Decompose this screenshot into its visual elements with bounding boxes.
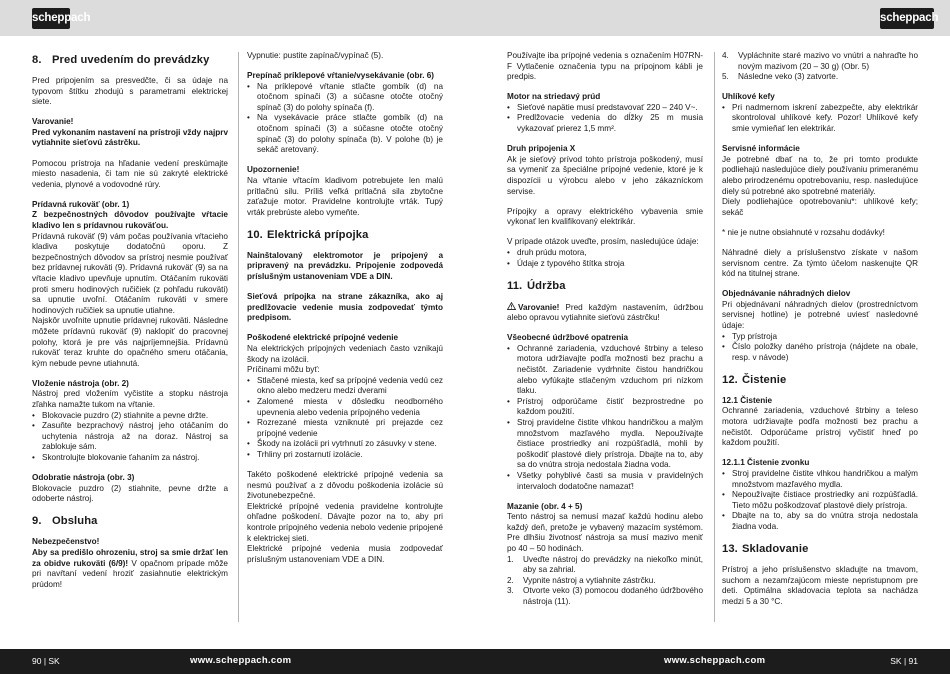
column-divider-right <box>714 52 715 622</box>
list-item: • Predlžovacie vedenia do dĺžky 25 m musia vykazovať prierez 1,5 mm². <box>507 113 703 134</box>
subheading: Motor na striedavý prúd <box>507 92 601 102</box>
list-item: • druh prúdu motora, <box>507 248 703 259</box>
bullet-list <box>507 344 703 492</box>
bullet-list <box>722 103 918 135</box>
subheading: Servisné informácie <box>722 144 800 154</box>
paragraph: Na vŕtanie vŕtacím kladivom potrebujete len malú prítlačnú silu. Príliš veľká prítlačná sila zbytočne zaťažuje motor. Pravidelne kontrolujte vrták. Tupý vrták prebrúste alebo vymeňte. <box>247 175 443 217</box>
section-8-heading: 8. Pred uvedením do prevádzky <box>32 54 210 66</box>
list-item: • Na príklepové vŕtanie stlačte gombík (d) na otočnom spínači (3) a súčasne otočte otočný spínač (3) do polohy spínača (f). <box>247 82 443 114</box>
page-number-left: 90 | SK <box>32 656 60 666</box>
paragraph: Elektrické prípojné vedenia pravidelne kontrolujte ohľadne poškodení. Dávajte pozor na to, aby pri kontrole prípojného vedenia nebolo vedenie pripojené k elektrickej sieti. <box>247 501 443 543</box>
subheading: 12.1 Čistenie <box>722 395 773 405</box>
subheading: Prepínač príklepové vŕtanie/vysekávanie (obr. 6) <box>247 71 435 81</box>
column-3 <box>507 51 703 617</box>
paragraph: Je potrebné dbať na to, že pri tomto produkte podliehajú nasledujúce diely používaniu primeranému alebo prirodzenému opotrebovaniu, resp. nasledujúce diely sú potrebné ako spotrebné materiály. <box>722 154 918 196</box>
paragraph: Blokovacie puzdro (2) stiahnite, pevne držte a odoberte nástroj. <box>32 483 228 504</box>
bullet-list <box>32 411 228 464</box>
subheading: Mazanie (obr. 4 + 5) <box>507 501 583 511</box>
header-bar <box>0 0 950 36</box>
bullet-list <box>247 376 443 461</box>
list-item: • Blokovacie puzdro (2) stiahnite a pevne držte. <box>32 411 228 422</box>
bullet-list <box>507 103 703 135</box>
list-item: 2. Vypnite nástroj a vytiahnite zástrčku. <box>507 575 656 585</box>
paragraph: Prípojky a opravy elektrického vybavenia smie vykonať len kvalifikovaný elektrikár. <box>507 206 703 227</box>
paragraph: Pred pripojením sa presvedčte, či sa údaje na typovom štítku zhodujú s parametrami elektrickej siete. <box>32 76 228 107</box>
list-item: • Prístroj odporúčame čistiť bezprostredne po každom použití. <box>507 397 703 418</box>
subheading: 12.1.1 Čistenie zvonku <box>722 458 810 468</box>
list-item: • Typ prístroja <box>722 332 918 343</box>
bullet-list <box>722 332 918 364</box>
list-item: 3. Otvorte veko (3) pomocou dodaného údržbového nástroja (11). <box>507 586 703 607</box>
website-link-left[interactable]: www.scheppach.com <box>190 655 292 666</box>
list-item: • Údaje z typového štítka stroja <box>507 259 703 270</box>
subheading: Všeobecné údržbové opatrenia <box>507 333 629 343</box>
list-item: • Zasuňte bezprachový nástroj jeho otáčaním do uchytenia nástroja až na doraz. Nástroj sa zablokuje sám. <box>32 421 228 453</box>
paragraph: Ochranné zariadenia, vzduchové štrbiny a teleso motora udržiavajte podľa možnosti bez prachu a nečistôt. Odporúčame prístroj vyčistiť hneď po každom použití. <box>722 406 918 448</box>
list-item: • Sieťové napätie musí predstavovať 220 – 240 V~. <box>507 103 703 114</box>
footer-bar <box>0 649 950 674</box>
list-item: • Ochranné zariadenia, vzduchové štrbiny a teleso motora udržiavajte podľa možnosti bez prachu a nečistôt. Zariadenie vydrhnite čistou handričkou alebo vyfúkajte stlačeným vzduchom pri nízkom tlaku. <box>507 344 703 397</box>
paragraph: Prístroj a jeho príslušenstvo skladujte na tmavom, suchom a nezamŕzajúcom mieste nepristupnom pre deti. Optimálna skladovacia teplota sa nachádza medzi 5 a 30 °C. <box>722 564 918 606</box>
numbered-list <box>507 555 703 608</box>
brand-logo-right: scheppach <box>880 8 934 29</box>
paragraph: Sieťová prípojka na strane zákazníka, ako aj predlžovacie vedenie musia zodpovedať týmto predpisom. <box>247 292 443 323</box>
list-item: • Pri nadmernom iskrení zabezpečte, aby elektrikár skontroloval uhlíkové kefy. Pozor! Uhlíkové kefy smie vymieňať len elektrikár. <box>722 103 918 135</box>
section-12-heading: 12. Čistenie <box>722 373 787 386</box>
bullet-list <box>247 82 443 156</box>
paragraph: Náhradné diely a príslušenstvo získate v našom servisnom centre. Za týmto účelom naskenujte QR kód na titulnej strane. <box>722 247 918 279</box>
list-item: • Rozrezané miesta vzniknuté pri prejazde cez prípojné vedenie <box>247 418 443 439</box>
paragraph: Nástroj pred vložením vyčistite a stopku nástroja zľahka namažte tukom na vŕtanie. <box>32 389 228 410</box>
column-1 <box>32 51 228 600</box>
section-11-heading: 11. Údržba <box>507 279 566 292</box>
warning-block: Varovanie! Pred každým nastavením, údržbou alebo opravou vytiahnite sieťovú zástrčku! <box>507 302 704 323</box>
brand-logo-left: scheppach <box>32 8 70 29</box>
paragraph: Elektrické prípojné vedenia musia zodpovedať príslušným ustanoveniam VDE a DIN. <box>247 544 443 564</box>
subheading: Objednávanie náhradných dielov <box>722 289 851 299</box>
paragraph: Diely podliehajúce opotrebovaniu*: uhlíkové kefy; sekáč <box>722 197 918 217</box>
column-divider-left <box>238 52 239 622</box>
subheading: Poškodené elektrické prípojné vedenie <box>247 333 399 343</box>
paragraph: Príčinami môžu byť: <box>247 365 320 375</box>
subheading: Druh pripojenia X <box>507 144 576 154</box>
handle-block: Prídavná rukoväť (obr. 1) Z bezpečnostných dôvodov používajte vŕtacie kladivo len s prídavnou rukoväťou. Prídavná rukoväť (9) vám počas používania vŕtacieho kladiva poskytuje dodatočnú oporu. Z bezpečnostných dôvodov sa prístroj nesmie používať bez prídavnej rukoväti (9). Prídavná rukoväť (9) sa na vŕtacie kladivo upevňuje upnutím. Otáčaním rukoväti proti smeru hodinových ručičiek (z pohľadu rukoväti) sa upnutie uvoľní. Otáčaním rukoväti v smere hodinových ručičiek sa upnutie utiahne. Najskôr uvoľnite upnutie prídavnej rukoväti. Následne môžete prídavnú rukoväť (9) naklopiť do pracovnej polohy, ktorá je pre vás najpríjemnejšia. Prídavnú rukoväť teraz kruhte do opačného smeru otáčania, kým nebude pevne utiahnutá. <box>32 199 228 368</box>
list-item: • Zalomené miesta v dôsledku neodborného upevnenia alebo vedenia prípojného vedenia <box>247 397 443 418</box>
list-item: • Všetky pohyblivé časti sa musia v pravidelných intervaloch dodatočne namazať! <box>507 471 703 492</box>
subheading: Prídavná rukoväť (obr. 1) <box>32 199 130 209</box>
paragraph: Ak je sieťový prívod tohto prístroja poškodený, musí sa vymeniť za špeciálne prípojné vedenie, ktoré je k dispozícii u výrobcu alebo v jeho zákazníckom servise. <box>507 154 703 196</box>
paragraph: Takéto poškodené elektrické prípojné vedenia sa nesmú používať a z dôvodu poškodenia izolácie sú životunebezpečné. <box>247 470 443 501</box>
subheading: Uhlíkové kefy <box>722 92 775 102</box>
paragraph: Pri objednávaní náhradných dielov (prostredníctvom servisnej hotline) je potrebné uviesť nasledovné údaje: <box>722 299 918 330</box>
paragraph: Nainštalovaný elektromotor je pripojený a pripravený na prevádzku. Prípojenie zodpovedá príslušným ustanoveniam VDE a DIN. <box>247 250 443 281</box>
section-9-heading: 9. Obsluha <box>32 515 98 528</box>
paragraph: Vypnutie: pustite zapínač/vypínač (5). <box>247 51 384 60</box>
paragraph: Pomocou prístroja na hľadanie vedení preskúmajte miesto nasadenia, či tam nie sú zakryté elektrické vedenia, plynové a vodovodné rúry. <box>32 158 228 189</box>
list-item: • Číslo položky daného prístroja (nájdete na obale, resp. v návode) <box>722 342 918 363</box>
footnote: * nie je nutne obsiahnuté v rozsahu dodávky! <box>722 227 885 237</box>
subheading: Odobratie nástroja (obr. 3) <box>32 473 135 483</box>
subheading: Vloženie nástroja (obr. 2) <box>32 378 129 388</box>
subheading: Upozornenie! <box>247 165 300 175</box>
paragraph: Na elektrických prípojných vedeniach často vznikajú škody na izolácii. <box>247 343 443 364</box>
warning-block: Varovanie! Pred vykonaním nastavení na prístroji vždy najprv vytiahnite sieťovú zástrčku. <box>32 117 228 148</box>
bullet-list <box>507 248 703 269</box>
list-item: 1. Uveďte nástroj do prevádzky na niekoľko minút, aby sa zahrial. <box>507 554 703 575</box>
bullet-list <box>722 469 918 533</box>
list-item: 4. Vypláchnite staré mazivo vo vnútri a nahraďte ho novým mazivom (20 – 30 g) (Obr. 5) <box>722 51 918 71</box>
list-item: • Nepoužívajte čistiace prostriedky ani rozpúšťadlá. Tieto môžu poškodzovať plastové diely prístroja. <box>722 490 918 511</box>
paragraph: Tento nástroj sa nemusí mazať každú hodinu alebo každý deň, pretože je vybavený mazacím systémom. Pre dlhšiu životnosť nástroja sa musí mazivo meniť po 40 – 50 hodinách. <box>507 512 703 554</box>
page-number-right: SK | 91 <box>890 656 918 666</box>
section-10-heading: 10. Elektrická prípojka <box>247 228 369 241</box>
list-item: • Na vysekávacie práce stlačte gombík (d) na otočnom spínači (3) a súčasne otočte otočný spínač (3) do polohy spínača (b). V polohe (b) je sekáč aretovaný. <box>247 113 443 155</box>
column-4 <box>722 51 918 617</box>
list-item: • Škody na izolácii pri vytrhnutí zo zásuvky v stene. <box>247 439 443 450</box>
list-item: • Skontrolujte blokovanie ťahaním za nástroj. <box>32 453 228 464</box>
list-item: • Dbajte na to, aby sa do vnútra stroja nedostala žiadna voda. <box>722 511 918 532</box>
paragraph: V prípade otázok uveďte, prosím, nasledujúce údaje: <box>507 237 699 247</box>
list-item: • Trhliny pri zostarnutí izolácie. <box>247 450 443 461</box>
section-13-heading: 13. Skladovanie <box>722 542 809 555</box>
list-item: • Stroj pravidelne čistite vlhkou handričkou a malým množstvom mazľavého mydla. <box>722 469 918 490</box>
paragraph: Používajte iba prípojné vedenia s označením H07RN-F Vytlačenie označenia typu na prípojnom kábli je predpis. <box>507 51 703 82</box>
danger-block: Nebezpečenstvo! Aby sa predišlo ohrozeniu, stroj sa smie držať len za obidve rukoväti (6/9)! V opačnom prípade môže pri navŕtaní vedení hroziť zasiahnutie elektrickým prúdom! <box>32 537 228 589</box>
column-2 <box>247 51 443 565</box>
list-item: 5. Následne veko (3) zatvorte. <box>722 72 839 82</box>
warning-triangle-icon <box>507 302 516 310</box>
list-item: • Stlačené miesta, keď sa prípojné vedenia vedú cez okno alebo medzeru medzi dverami <box>247 376 443 397</box>
list-item: • Stroj pravidelne čistite vlhkou handričkou a malým množstvom mazľavého mydla. Nepoužívajte čistiace prostriedky ani rozpúšťadlá, mohli by poškodiť plastové diely prístroja. Dbajte na to, aby sa do vnútra stroja nedostala žiadna voda. <box>507 418 703 471</box>
website-link-right[interactable]: www.scheppach.com <box>664 655 766 666</box>
numbered-list <box>722 51 918 83</box>
